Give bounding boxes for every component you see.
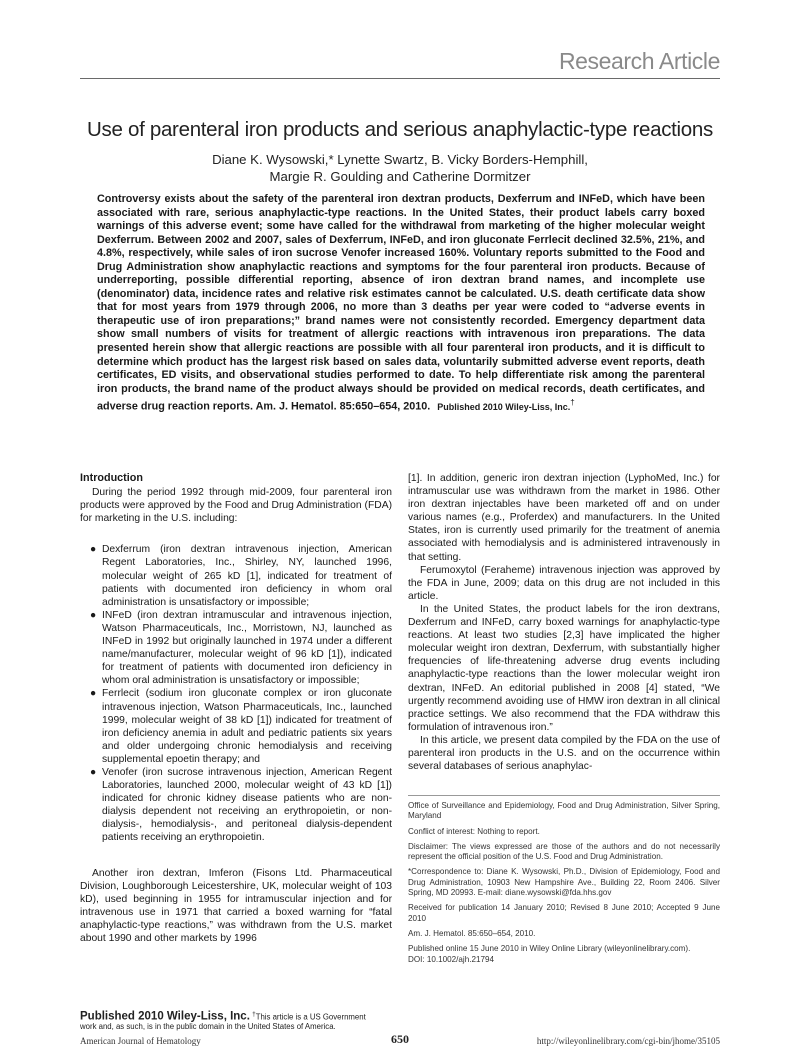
- footer-published: Published 2010 Wiley-Liss, Inc.: [80, 1010, 250, 1023]
- intro-paragraph: During the period 1992 through mid-2009, four parenteral iron products were approved by the Food and Drug Administration (FDA) for marketing in the U.S. including:: [80, 487, 392, 525]
- affiliation-note: Office of Surveillance and Epidemiology, Food and Drug Administration, Silver Spring, Maryland: [408, 801, 720, 821]
- footnotes: [408, 801, 720, 965]
- published-online-note: [408, 944, 720, 965]
- header-rule: [80, 78, 720, 79]
- article-title: Use of parenteral iron products and serious anaphylactic-type reactions: [87, 118, 713, 141]
- intro-paragraph: Another iron dextran, Imferon (Fisons Ltd. Pharmaceutical Division, Loughborough Leicestershire, UK, molecular weight of 103 kD), used beginning in 1955 for intramuscular injection and for intravenous use in 1971 that carried a boxed warning for “fatal anaphylactic-type reactions,” was withdrawn from the U.S. market about 1990 and other markets by 1996: [80, 867, 392, 944]
- body-column-right: [408, 472, 720, 773]
- journal-url[interactable]: http://wileyonlinelibrary.com/cgi-bin/jhome/35105: [536, 1036, 720, 1046]
- list-item-text: Dexferrum (iron dextran intravenous injection, American Regent Laboratories, Inc., Shirley, NY, launched 1996, molecular weight of 265 kD [1], indicated for treatment of patients with documented iron deficiency in whom oral administration is unsatisfactory or impossible;: [102, 544, 392, 608]
- list-item: [90, 609, 392, 688]
- conflict-note: Conflict of interest: Nothing to report.: [408, 826, 540, 836]
- author-list: [100, 151, 700, 185]
- body-paragraph: In this article, we present data compiled by the FDA on the use of parenteral iron products in the U.S. and on the occurrence within several databases of serious anaphylac-: [408, 734, 720, 773]
- footer-mark: †: [252, 1011, 256, 1018]
- bullet-icon: ●: [90, 688, 97, 700]
- product-list: [80, 543, 392, 844]
- body-paragraph: In the United States, the product labels for the iron dextrans, Dexferrum and INFeD, carry boxed warnings for anaphylactic-type reactions. At least two studies [2,3] have implicated the higher molecular weight iron dextran, Dexferrum, with substantially higher frequencies of life-threatening adverse drug events including anaphylactic-type reactions than the lower molecular weight iron dextran, INFeD. An editorial published in 2008 [4] stated, “We urgently recommend avoiding use of HMW iron dextran in all clinical practice settings. We also recommend that the FDA withdraw this formulation of intravenous iron.”: [408, 603, 720, 733]
- citation-note: Am. J. Hematol. 85:650–654, 2010.: [408, 928, 536, 938]
- list-item-text: INFeD (iron dextran intramuscular and intravenous injection, Watson Pharmaceuticals, Inc., Morristown, NJ, launched as INFeD in 1992 but originally launched in 1974 under a different name/manufacturer, molecular weight of 96 kD [1]), indicated for treatment of patients with documented iron deficiency in whom oral administration is unsatisfactory or impossible;: [102, 609, 392, 687]
- page-number: 650: [391, 1032, 409, 1046]
- list-item: [90, 687, 392, 766]
- list-item: [90, 543, 392, 608]
- authors-line-2: Margie R. Goulding and Catherine Dormitzer: [269, 169, 531, 184]
- abstract: [97, 193, 705, 414]
- body-column-left: [80, 472, 392, 945]
- footnote-rule: [408, 795, 720, 796]
- list-item-text: Ferrlecit (sodium iron gluconate complex or iron gluconate intravenous injection, Watson Pharmaceuticals, Inc., launched 1999, molecular weight of 38 kD [1]) indicated for treatment of iron deficiency anemia in adult and pediatric patients six years and older undergoing chronic hemodialysis and receiving supplemental epoetin therapy; and: [102, 688, 392, 765]
- footer-gov-line-1: This article is a US Government: [255, 1012, 366, 1022]
- abstract-mark: †: [570, 398, 575, 408]
- list-item-text: Venofer (iron sucrose intravenous injection, American Regent Laboratories, launched 2000, molecular weight of 43 kD [1]) indicated for chronic kidney disease patients who are non-dialysis dependent not receiving an erythropoietin, or non-dialysis-, hemodialysis-, and peritoneal dialysis-dependent patients receiving an erythropoietin.: [102, 766, 392, 844]
- abstract-text: Controversy exists about the safety of the parenteral iron dextran products, Dexferrum and INFeD, which have been associated with rare, serious anaphylactic-type reactions. In the United States, their product labels carry boxed warnings of this adverse event; some have called for the withdrawal from marketing of the higher molecular weight Dexferrum. Between 2002 and 2007, sales of Dexferrum, INFeD, and iron gluconate Ferrlecit declined 32.5%, 21%, and 4.8%, respectively, while sales of iron sucrose Venofer increased 160%. Voluntary reports submitted to the Food and Drug Administration show anaphylactic reactions and symptoms for the four parenteral iron products. Because of underreporting, possible differential reporting, absence of iron dextran brand names, and incomplete use (denominator) data, incidence rates and relative risk estimates cannot be calculated. U.S. death certificate data show that for most years from 1979 through 2006, no more than 3 deaths per year were coded to “adverse events in therapeutic use of iron preparations;” brand names were not consistently recorded. Emergency department data show small numbers of visits for treatment of allergic reactions with intravenous iron preparations. The data presented herein show that allergic reactions are possible with all four parenteral iron products, and it is difficult to determine which product has the largest risk based on sales data, voluntarily submitted adverse event reports, death certificates, ED visits, and observational studies performed to date. To help differentiate risk among the parenteral iron products, the brand name of the product always should be provided on medical records, death certificates, and adverse drug reaction reports. Am. J. Hematol. 85:650–654, 2010.: [97, 193, 705, 413]
- bullet-icon: ●: [90, 544, 97, 556]
- journal-name: American Journal of Hematology: [80, 1036, 201, 1046]
- authors-line-1: Diane K. Wysowski,* Lynette Swartz, B. Vicky Borders-Hemphill,: [212, 152, 588, 167]
- published-online-text: Published online 15 June 2010 in Wiley Online Library (wileyonlinelibrary.com).: [408, 944, 691, 954]
- footer-gov-line-2: work and, as such, is in the public domain in the United States of America.: [80, 1021, 336, 1031]
- doi-text: DOI: 10.1002/ajh.21794: [408, 954, 494, 964]
- received-note: Received for publication 14 January 2010; Revised 8 June 2010; Accepted 9 June 2010: [408, 903, 720, 923]
- body-paragraph: [1]. In addition, generic iron dextran injection (LyphoMed, Inc.) for intramuscular use was withdrawn from the market in 1986. Other iron dextran injectables have been marketed off and on under various names (e.g., Proferdex) and manufacturers. In the United States, iron is currently used primarily for the treatment of anemia associated with hemodialysis and is administered intravenously in that setting.: [408, 473, 720, 563]
- body-paragraph: Ferumoxytol (Feraheme) intravenous injection was approved by the FDA in June, 2009; data on this drug are not included in this article.: [408, 564, 720, 602]
- footer-notice: [80, 1010, 720, 1031]
- abstract-published: Published 2010 Wiley-Liss, Inc.: [437, 401, 571, 412]
- correspondence-note: *Correspondence to: Diane K. Wysowski, Ph.D., Division of Epidemiology, Food and Drug Administration, 10903 New Hampshire Ave., Building 22, Room 2406. Silver Spring, MD 20993. E-mail: diane.wysowski@fda.hhs.gov: [408, 867, 720, 898]
- bullet-icon: ●: [90, 609, 97, 621]
- bullet-icon: ●: [90, 766, 97, 778]
- introduction-heading: Introduction: [80, 472, 143, 484]
- list-item: [90, 766, 392, 845]
- section-label: Research Article: [558, 48, 720, 74]
- disclaimer-note: Disclaimer: The views expressed are those of the authors and do not necessarily represent the official position of the U.S. Food and Drug Administration.: [408, 841, 720, 862]
